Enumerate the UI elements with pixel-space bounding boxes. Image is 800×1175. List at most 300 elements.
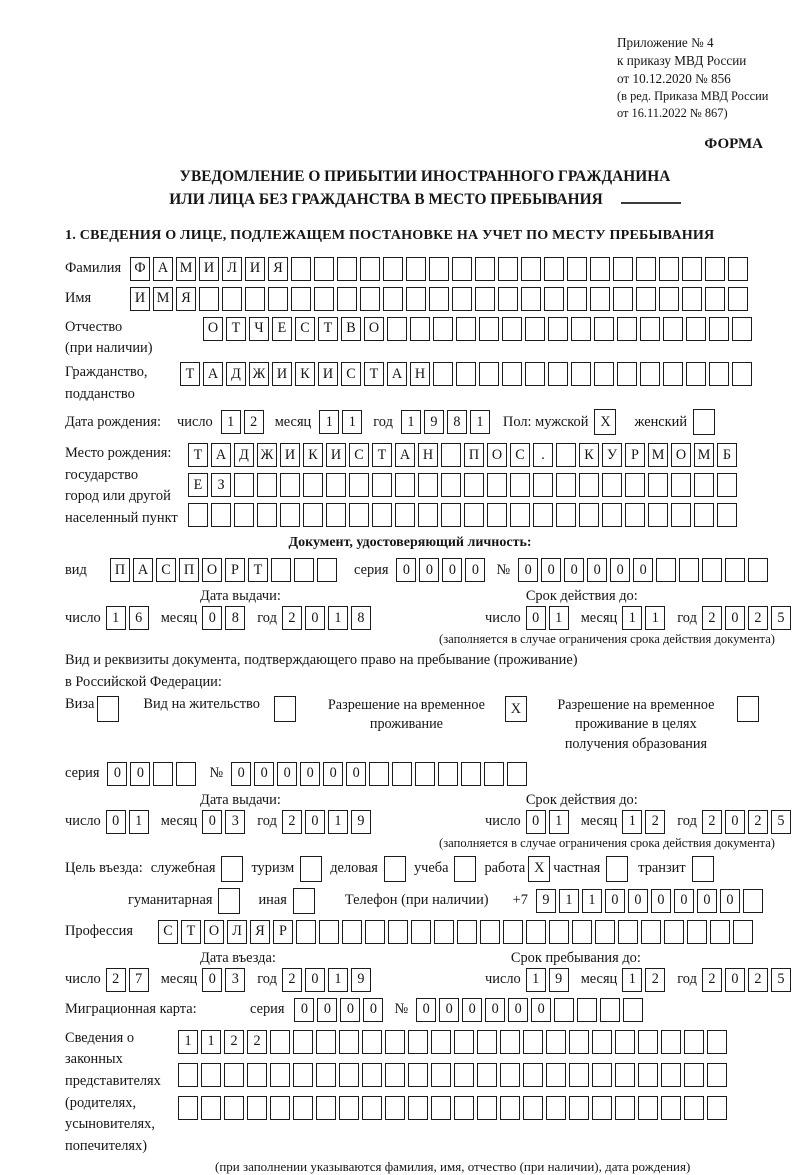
char-box[interactable]	[247, 1096, 267, 1120]
char-box[interactable]	[464, 503, 484, 527]
char-box[interactable]: У	[602, 443, 622, 467]
char-box[interactable]	[500, 1096, 520, 1120]
char-box[interactable]	[326, 503, 346, 527]
char-box[interactable]: 1	[342, 410, 362, 434]
char-box[interactable]: Ж	[249, 362, 269, 386]
char-box[interactable]	[314, 287, 334, 311]
char-box[interactable]	[682, 257, 702, 281]
char-box[interactable]	[326, 473, 346, 497]
char-box[interactable]: 2	[702, 606, 722, 630]
char-box[interactable]: 2	[282, 810, 302, 834]
char-box[interactable]: К	[303, 443, 323, 467]
char-box[interactable]	[153, 762, 173, 786]
char-box[interactable]: 0	[202, 606, 222, 630]
char-box[interactable]	[625, 503, 645, 527]
char-box[interactable]: 0	[294, 998, 314, 1022]
char-box[interactable]	[434, 920, 454, 944]
char-box[interactable]: И	[280, 443, 300, 467]
char-box[interactable]	[709, 362, 729, 386]
char-box[interactable]: 1	[526, 968, 546, 992]
char-box[interactable]	[613, 257, 633, 281]
char-box[interactable]	[410, 317, 430, 341]
char-box[interactable]	[314, 257, 334, 281]
char-box[interactable]: 0	[465, 558, 485, 582]
char-box[interactable]	[201, 1096, 221, 1120]
char-box[interactable]	[337, 287, 357, 311]
char-box[interactable]: Я	[268, 257, 288, 281]
char-box[interactable]: С	[510, 443, 530, 467]
char-box[interactable]	[500, 1030, 520, 1054]
char-box[interactable]: А	[133, 558, 153, 582]
char-box[interactable]	[615, 1030, 635, 1054]
char-box[interactable]	[383, 287, 403, 311]
char-box[interactable]	[291, 287, 311, 311]
char-box[interactable]	[523, 1096, 543, 1120]
char-box[interactable]: Е	[272, 317, 292, 341]
char-box[interactable]: 0	[130, 762, 150, 786]
char-box[interactable]: Т	[364, 362, 384, 386]
char-box[interactable]	[395, 473, 415, 497]
char-box[interactable]: 0	[305, 968, 325, 992]
char-box[interactable]	[694, 473, 714, 497]
char-box[interactable]: 7	[129, 968, 149, 992]
char-box[interactable]	[388, 920, 408, 944]
char-box[interactable]	[521, 287, 541, 311]
char-box[interactable]	[590, 257, 610, 281]
char-box[interactable]	[602, 503, 622, 527]
char-box[interactable]: К	[579, 443, 599, 467]
char-box[interactable]	[383, 257, 403, 281]
char-box[interactable]: 8	[225, 606, 245, 630]
char-box[interactable]	[503, 920, 523, 944]
char-box[interactable]: Н	[418, 443, 438, 467]
char-box[interactable]	[567, 287, 587, 311]
purpose-business-checkbox[interactable]	[384, 856, 406, 882]
sex-female-checkbox[interactable]	[693, 409, 715, 435]
char-box[interactable]	[270, 1063, 290, 1087]
char-box[interactable]	[592, 1063, 612, 1087]
char-box[interactable]	[438, 762, 458, 786]
char-box[interactable]	[211, 503, 231, 527]
char-box[interactable]	[268, 287, 288, 311]
char-box[interactable]	[525, 362, 545, 386]
char-box[interactable]: 9	[351, 968, 371, 992]
char-box[interactable]	[613, 287, 633, 311]
char-box[interactable]: Р	[625, 443, 645, 467]
char-box[interactable]: 8	[447, 410, 467, 434]
char-box[interactable]: М	[648, 443, 668, 467]
char-box[interactable]: Л	[222, 257, 242, 281]
char-box[interactable]: А	[387, 362, 407, 386]
char-box[interactable]	[648, 503, 668, 527]
char-box[interactable]: Б	[717, 443, 737, 467]
char-box[interactable]	[548, 362, 568, 386]
char-box[interactable]	[454, 1063, 474, 1087]
char-box[interactable]	[732, 362, 752, 386]
char-box[interactable]	[452, 257, 472, 281]
char-box[interactable]: О	[203, 317, 223, 341]
char-box[interactable]: Р	[273, 920, 293, 944]
char-box[interactable]	[502, 317, 522, 341]
char-box[interactable]	[369, 762, 389, 786]
char-box[interactable]	[247, 1063, 267, 1087]
char-box[interactable]: 5	[771, 810, 791, 834]
char-box[interactable]	[484, 762, 504, 786]
char-box[interactable]	[457, 920, 477, 944]
char-box[interactable]	[303, 473, 323, 497]
char-box[interactable]	[475, 287, 495, 311]
char-box[interactable]	[556, 503, 576, 527]
char-box[interactable]	[502, 362, 522, 386]
char-box[interactable]	[694, 503, 714, 527]
char-box[interactable]: И	[199, 257, 219, 281]
char-box[interactable]	[475, 257, 495, 281]
char-box[interactable]	[636, 287, 656, 311]
char-box[interactable]	[709, 317, 729, 341]
char-box[interactable]	[525, 317, 545, 341]
char-box[interactable]	[360, 257, 380, 281]
char-box[interactable]	[385, 1063, 405, 1087]
char-box[interactable]	[234, 473, 254, 497]
char-box[interactable]: Д	[226, 362, 246, 386]
char-box[interactable]: 0	[518, 558, 538, 582]
char-box[interactable]: 0	[363, 998, 383, 1022]
char-box[interactable]: С	[156, 558, 176, 582]
char-box[interactable]: 0	[628, 889, 648, 913]
char-box[interactable]	[510, 473, 530, 497]
char-box[interactable]	[280, 473, 300, 497]
char-box[interactable]	[507, 762, 527, 786]
char-box[interactable]	[546, 1096, 566, 1120]
char-box[interactable]: И	[318, 362, 338, 386]
char-box[interactable]: 0	[419, 558, 439, 582]
char-box[interactable]	[733, 920, 753, 944]
char-box[interactable]	[293, 1063, 313, 1087]
char-box[interactable]: 3	[225, 968, 245, 992]
char-box[interactable]: 2	[106, 968, 126, 992]
char-box[interactable]	[294, 558, 314, 582]
char-box[interactable]: 0	[725, 968, 745, 992]
char-box[interactable]: Т	[226, 317, 246, 341]
char-box[interactable]: 0	[674, 889, 694, 913]
char-box[interactable]: 0	[526, 810, 546, 834]
char-box[interactable]	[199, 287, 219, 311]
char-box[interactable]	[617, 317, 637, 341]
char-box[interactable]	[664, 920, 684, 944]
char-box[interactable]	[406, 257, 426, 281]
char-box[interactable]	[479, 317, 499, 341]
char-box[interactable]	[339, 1030, 359, 1054]
char-box[interactable]: Я	[250, 920, 270, 944]
char-box[interactable]: 0	[416, 998, 436, 1022]
char-box[interactable]: 0	[605, 889, 625, 913]
char-box[interactable]	[594, 362, 614, 386]
char-box[interactable]	[454, 1030, 474, 1054]
char-box[interactable]	[648, 473, 668, 497]
char-box[interactable]: 2	[702, 810, 722, 834]
char-box[interactable]: 0	[485, 998, 505, 1022]
char-box[interactable]	[339, 1096, 359, 1120]
char-box[interactable]: 0	[725, 810, 745, 834]
char-box[interactable]	[498, 287, 518, 311]
char-box[interactable]: 0	[300, 762, 320, 786]
char-box[interactable]	[408, 1030, 428, 1054]
char-box[interactable]: 2	[282, 968, 302, 992]
char-box[interactable]	[293, 1096, 313, 1120]
char-box[interactable]: П	[110, 558, 130, 582]
char-box[interactable]	[617, 362, 637, 386]
char-box[interactable]	[618, 920, 638, 944]
char-box[interactable]	[707, 1030, 727, 1054]
char-box[interactable]	[602, 473, 622, 497]
char-box[interactable]: 0	[526, 606, 546, 630]
char-box[interactable]	[571, 317, 591, 341]
char-box[interactable]: 1	[178, 1030, 198, 1054]
char-box[interactable]: 0	[531, 998, 551, 1022]
char-box[interactable]	[590, 287, 610, 311]
char-box[interactable]: М	[694, 443, 714, 467]
char-box[interactable]	[387, 317, 407, 341]
char-box[interactable]: 0	[277, 762, 297, 786]
char-box[interactable]	[533, 503, 553, 527]
char-box[interactable]	[411, 920, 431, 944]
char-box[interactable]	[349, 473, 369, 497]
purpose-transit-checkbox[interactable]	[692, 856, 714, 882]
char-box[interactable]	[684, 1063, 704, 1087]
char-box[interactable]: 0	[508, 998, 528, 1022]
char-box[interactable]: 0	[439, 998, 459, 1022]
char-box[interactable]: 0	[106, 810, 126, 834]
char-box[interactable]	[178, 1063, 198, 1087]
char-box[interactable]	[479, 362, 499, 386]
char-box[interactable]	[663, 317, 683, 341]
char-box[interactable]	[408, 1096, 428, 1120]
char-box[interactable]	[640, 317, 660, 341]
char-box[interactable]: П	[179, 558, 199, 582]
char-box[interactable]	[464, 473, 484, 497]
char-box[interactable]: 9	[351, 810, 371, 834]
char-box[interactable]: С	[158, 920, 178, 944]
char-box[interactable]	[296, 920, 316, 944]
char-box[interactable]: 1	[319, 410, 339, 434]
char-box[interactable]: 0	[346, 762, 366, 786]
char-box[interactable]	[544, 257, 564, 281]
char-box[interactable]	[638, 1096, 658, 1120]
char-box[interactable]: 1	[645, 606, 665, 630]
char-box[interactable]	[188, 503, 208, 527]
purpose-humanitarian-checkbox[interactable]	[218, 888, 240, 914]
char-box[interactable]	[671, 503, 691, 527]
char-box[interactable]: 2	[748, 606, 768, 630]
char-box[interactable]: 1	[328, 810, 348, 834]
char-box[interactable]	[548, 317, 568, 341]
char-box[interactable]	[234, 503, 254, 527]
char-box[interactable]: К	[295, 362, 315, 386]
char-box[interactable]	[418, 473, 438, 497]
char-box[interactable]	[385, 1030, 405, 1054]
char-box[interactable]: 0	[697, 889, 717, 913]
char-box[interactable]: Я	[176, 287, 196, 311]
char-box[interactable]: 2	[748, 968, 768, 992]
char-box[interactable]: Т	[318, 317, 338, 341]
char-box[interactable]	[710, 920, 730, 944]
sex-male-checkbox[interactable]: X	[594, 409, 616, 435]
char-box[interactable]: 0	[305, 810, 325, 834]
char-box[interactable]	[679, 558, 699, 582]
char-box[interactable]: 6	[129, 606, 149, 630]
char-box[interactable]: И	[326, 443, 346, 467]
char-box[interactable]: С	[341, 362, 361, 386]
char-box[interactable]	[544, 287, 564, 311]
char-box[interactable]	[395, 503, 415, 527]
edu-permit-checkbox[interactable]	[737, 696, 759, 722]
char-box[interactable]	[554, 998, 574, 1022]
char-box[interactable]	[433, 317, 453, 341]
char-box[interactable]	[176, 762, 196, 786]
char-box[interactable]	[201, 1063, 221, 1087]
char-box[interactable]	[500, 1063, 520, 1087]
char-box[interactable]	[656, 558, 676, 582]
char-box[interactable]	[362, 1030, 382, 1054]
char-box[interactable]: 1	[328, 606, 348, 630]
char-box[interactable]	[717, 503, 737, 527]
char-box[interactable]	[372, 503, 392, 527]
char-box[interactable]	[728, 287, 748, 311]
char-box[interactable]: 0	[720, 889, 740, 913]
char-box[interactable]	[224, 1063, 244, 1087]
char-box[interactable]	[303, 503, 323, 527]
char-box[interactable]	[636, 257, 656, 281]
char-box[interactable]	[317, 558, 337, 582]
purpose-official-checkbox[interactable]	[221, 856, 243, 882]
char-box[interactable]	[487, 503, 507, 527]
char-box[interactable]	[385, 1096, 405, 1120]
char-box[interactable]: 2	[224, 1030, 244, 1054]
char-box[interactable]	[339, 1063, 359, 1087]
char-box[interactable]: 2	[702, 968, 722, 992]
char-box[interactable]: 0	[610, 558, 630, 582]
char-box[interactable]: 1	[201, 1030, 221, 1054]
char-box[interactable]	[342, 920, 362, 944]
char-box[interactable]	[705, 257, 725, 281]
char-box[interactable]	[257, 473, 277, 497]
char-box[interactable]	[526, 920, 546, 944]
char-box[interactable]	[392, 762, 412, 786]
char-box[interactable]: Т	[372, 443, 392, 467]
char-box[interactable]: 0	[587, 558, 607, 582]
char-box[interactable]: 1	[622, 810, 642, 834]
char-box[interactable]	[477, 1030, 497, 1054]
char-box[interactable]	[577, 998, 597, 1022]
char-box[interactable]: 1	[129, 810, 149, 834]
char-box[interactable]	[257, 503, 277, 527]
char-box[interactable]	[567, 257, 587, 281]
char-box[interactable]	[291, 257, 311, 281]
char-box[interactable]	[641, 920, 661, 944]
char-box[interactable]	[456, 317, 476, 341]
char-box[interactable]: 0	[651, 889, 671, 913]
char-box[interactable]	[707, 1096, 727, 1120]
char-box[interactable]: 2	[247, 1030, 267, 1054]
char-box[interactable]: 5	[771, 606, 791, 630]
char-box[interactable]	[316, 1030, 336, 1054]
char-box[interactable]	[337, 257, 357, 281]
char-box[interactable]: 1	[622, 606, 642, 630]
char-box[interactable]	[433, 362, 453, 386]
char-box[interactable]	[280, 503, 300, 527]
char-box[interactable]: 0	[396, 558, 416, 582]
char-box[interactable]	[569, 1096, 589, 1120]
char-box[interactable]	[362, 1096, 382, 1120]
char-box[interactable]: 2	[645, 810, 665, 834]
char-box[interactable]: С	[295, 317, 315, 341]
char-box[interactable]	[728, 257, 748, 281]
char-box[interactable]	[661, 1096, 681, 1120]
char-box[interactable]	[592, 1030, 612, 1054]
char-box[interactable]	[461, 762, 481, 786]
char-box[interactable]	[702, 558, 722, 582]
char-box[interactable]: 9	[424, 410, 444, 434]
char-box[interactable]: 2	[748, 810, 768, 834]
char-box[interactable]	[441, 443, 461, 467]
char-box[interactable]: 1	[401, 410, 421, 434]
char-box[interactable]: И	[272, 362, 292, 386]
char-box[interactable]	[477, 1063, 497, 1087]
char-box[interactable]: А	[395, 443, 415, 467]
char-box[interactable]: 3	[225, 810, 245, 834]
char-box[interactable]: 0	[725, 606, 745, 630]
char-box[interactable]	[572, 920, 592, 944]
char-box[interactable]: 0	[254, 762, 274, 786]
char-box[interactable]	[452, 287, 472, 311]
char-box[interactable]	[431, 1030, 451, 1054]
char-box[interactable]	[521, 257, 541, 281]
char-box[interactable]	[271, 558, 291, 582]
char-box[interactable]	[671, 473, 691, 497]
char-box[interactable]: 9	[549, 968, 569, 992]
char-box[interactable]	[569, 1063, 589, 1087]
char-box[interactable]: 1	[582, 889, 602, 913]
char-box[interactable]	[623, 998, 643, 1022]
char-box[interactable]	[362, 1063, 382, 1087]
char-box[interactable]	[349, 503, 369, 527]
char-box[interactable]: Т	[180, 362, 200, 386]
char-box[interactable]	[661, 1030, 681, 1054]
char-box[interactable]	[222, 287, 242, 311]
char-box[interactable]	[510, 503, 530, 527]
purpose-private-checkbox[interactable]	[606, 856, 628, 882]
char-box[interactable]: 5	[771, 968, 791, 992]
char-box[interactable]	[725, 558, 745, 582]
char-box[interactable]: Л	[227, 920, 247, 944]
char-box[interactable]	[429, 257, 449, 281]
purpose-tourism-checkbox[interactable]	[300, 856, 322, 882]
char-box[interactable]: 1	[622, 968, 642, 992]
char-box[interactable]	[659, 257, 679, 281]
char-box[interactable]: 0	[317, 998, 337, 1022]
char-box[interactable]	[615, 1063, 635, 1087]
char-box[interactable]	[441, 503, 461, 527]
char-box[interactable]: И	[130, 287, 150, 311]
char-box[interactable]	[487, 473, 507, 497]
char-box[interactable]: В	[341, 317, 361, 341]
char-box[interactable]	[431, 1096, 451, 1120]
char-box[interactable]	[592, 1096, 612, 1120]
char-box[interactable]: Ч	[249, 317, 269, 341]
char-box[interactable]: 1	[559, 889, 579, 913]
char-box[interactable]	[638, 1030, 658, 1054]
purpose-study-checkbox[interactable]	[454, 856, 476, 882]
